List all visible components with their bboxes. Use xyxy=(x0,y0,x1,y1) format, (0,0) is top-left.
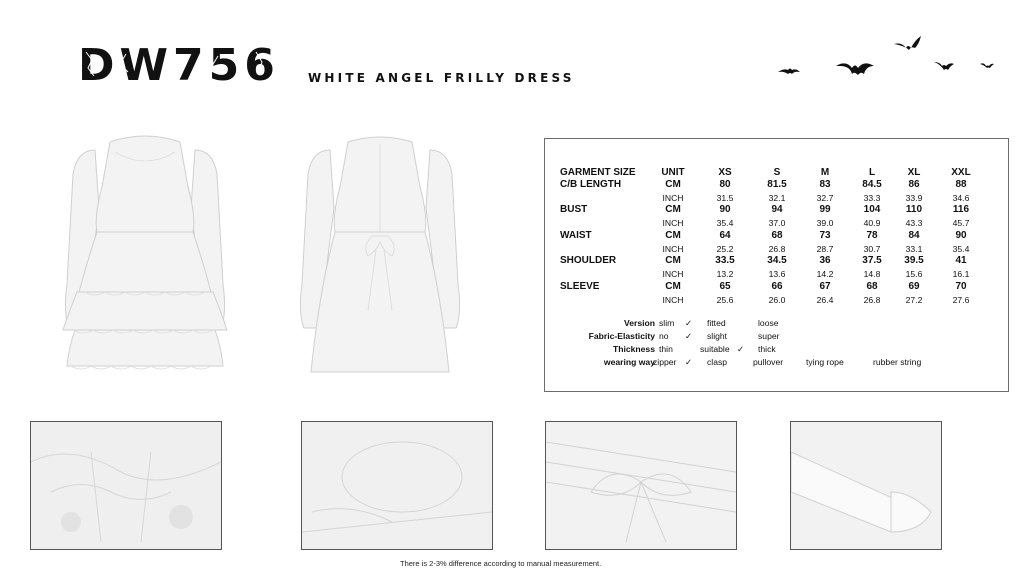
size-header-unit: UNIT xyxy=(661,167,685,178)
cell-inch: 39.0 xyxy=(816,218,834,228)
cell-inch: 28.7 xyxy=(816,244,834,254)
bat-icon xyxy=(934,62,954,70)
cell-inch: 32.7 xyxy=(816,193,834,203)
bat-icon xyxy=(778,69,800,75)
size-header-l: L xyxy=(868,167,876,178)
cell-cm: 70 xyxy=(955,281,967,292)
cell-cm: 41 xyxy=(955,255,967,266)
cell-cm: 99 xyxy=(819,204,831,215)
cell-cm: 66 xyxy=(771,281,783,292)
cell-inch: 33.9 xyxy=(905,193,923,203)
attr-option: clasp xyxy=(707,357,728,367)
row-label-waist: WAIST xyxy=(560,230,592,241)
attr-option: thick xyxy=(758,344,776,354)
cell-cm: 90 xyxy=(955,230,967,241)
attr-label-version: Version xyxy=(623,318,655,328)
attr-label-thickness: Thickness xyxy=(612,344,655,354)
cell-inch: 15.6 xyxy=(905,269,923,279)
cell-inch: 40.9 xyxy=(863,218,881,228)
cell-cm: 83 xyxy=(819,179,831,190)
cell-cm: 81.5 xyxy=(767,179,787,190)
attr-option: rubber string xyxy=(873,357,922,367)
dress-back-image xyxy=(290,132,470,382)
size-header-label: GARMENT SIZE xyxy=(560,167,636,178)
attr-option: fitted xyxy=(707,318,726,328)
cell-inch: 26.0 xyxy=(768,295,786,305)
inch-unit: INCH xyxy=(662,269,684,279)
attr-label-fabric-elasticity: Fabric-Elasticity xyxy=(588,331,655,341)
cell-inch: 37.0 xyxy=(768,218,786,228)
cell-inch: 26.8 xyxy=(768,244,786,254)
cm-unit: CM xyxy=(665,255,681,266)
size-header-xs: XS xyxy=(718,167,732,178)
attr-option: loose xyxy=(758,318,779,328)
detail-photo-sleeve-puff xyxy=(301,421,493,550)
cell-cm: 94 xyxy=(771,204,783,215)
cell-inch: 35.4 xyxy=(952,244,970,254)
row-label-bust: BUST xyxy=(560,204,588,215)
attr-option: thin xyxy=(659,344,673,354)
cell-inch: 16.1 xyxy=(952,269,970,279)
cell-cm: 78 xyxy=(866,230,878,241)
row-label-cb-length: C/B LENGTH xyxy=(560,179,622,190)
cell-cm: 110 xyxy=(905,204,923,215)
cell-cm: 84.5 xyxy=(862,179,882,190)
attr-option: tying rope xyxy=(806,357,844,367)
detail-photo-collar xyxy=(30,421,222,550)
cell-inch: 27.2 xyxy=(905,295,923,305)
bat-icon xyxy=(980,63,994,68)
inch-unit: INCH xyxy=(662,244,684,254)
cell-cm: 39.5 xyxy=(904,255,924,266)
bat-icon xyxy=(836,63,874,75)
cell-cm: 37.5 xyxy=(862,255,882,266)
check-mark: ✓ xyxy=(685,331,693,341)
cell-inch: 33.1 xyxy=(905,244,923,254)
cell-inch: 14.2 xyxy=(816,269,834,279)
cell-cm: 116 xyxy=(952,204,970,215)
product-code: DW756 xyxy=(78,40,280,91)
attr-option: super xyxy=(758,331,780,341)
cell-cm: 68 xyxy=(771,230,783,241)
measurement-footnote: There is 2-3% difference according to manual measurement. xyxy=(400,559,602,568)
cell-inch: 26.4 xyxy=(816,295,834,305)
cell-inch: 25.6 xyxy=(716,295,734,305)
cell-cm: 104 xyxy=(863,204,881,215)
cell-inch: 25.2 xyxy=(716,244,734,254)
row-label-sleeve: SLEEVE xyxy=(560,281,600,292)
bats-decoration xyxy=(770,30,1000,90)
cell-inch: 13.6 xyxy=(768,269,786,279)
cell-inch: 13.2 xyxy=(716,269,734,279)
cm-unit: CM xyxy=(665,230,681,241)
cell-inch: 34.6 xyxy=(952,193,970,203)
cell-cm: 80 xyxy=(719,179,731,190)
cell-cm: 86 xyxy=(908,179,920,190)
size-header-s: S xyxy=(773,167,781,178)
size-header-m: M xyxy=(820,167,830,178)
cell-inch: 30.7 xyxy=(863,244,881,254)
cell-cm: 68 xyxy=(866,281,878,292)
inch-unit: INCH xyxy=(662,218,684,228)
inch-unit: INCH xyxy=(662,295,684,305)
cell-inch: 14.8 xyxy=(863,269,881,279)
cm-unit: CM xyxy=(665,179,681,190)
cell-cm: 84 xyxy=(908,230,920,241)
attr-option: pullover xyxy=(753,357,784,367)
cell-inch: 27.6 xyxy=(952,295,970,305)
cell-cm: 65 xyxy=(719,281,731,292)
row-label-shoulder: SHOULDER xyxy=(560,255,617,266)
cell-cm: 36 xyxy=(819,255,831,266)
cell-cm: 90 xyxy=(719,204,731,215)
attr-option: zipper xyxy=(653,357,677,367)
attr-option: slim xyxy=(659,318,675,328)
cell-cm: 67 xyxy=(819,281,831,292)
cell-cm: 69 xyxy=(908,281,920,292)
cell-inch: 31.5 xyxy=(716,193,734,203)
check-mark: ✓ xyxy=(685,318,693,328)
size-chart xyxy=(544,138,1009,392)
attr-option: slight xyxy=(707,331,728,341)
size-header-xl: XL xyxy=(907,167,921,178)
size-header-xxl: XXL xyxy=(951,167,971,178)
inch-unit: INCH xyxy=(662,193,684,203)
attr-label-wearing-way: wearing way xyxy=(603,357,655,367)
cell-cm: 64 xyxy=(719,230,731,241)
check-mark: ✓ xyxy=(737,344,745,354)
cm-unit: CM xyxy=(665,204,681,215)
cell-inch: 35.4 xyxy=(716,218,734,228)
cell-inch: 32.1 xyxy=(768,193,786,203)
detail-photo-cuff xyxy=(790,421,942,550)
cm-unit: CM xyxy=(665,281,681,292)
cell-cm: 34.5 xyxy=(767,255,787,266)
cell-cm: 88 xyxy=(955,179,967,190)
bat-icon xyxy=(894,36,921,50)
cell-cm: 33.5 xyxy=(715,255,735,266)
cell-inch: 43.3 xyxy=(905,218,923,228)
check-mark: ✓ xyxy=(685,357,693,367)
product-name: WHITE ANGEL FRILLY DRESS xyxy=(308,71,575,85)
attr-option: no xyxy=(659,331,669,341)
dress-front-image xyxy=(55,132,235,382)
cell-inch: 45.7 xyxy=(952,218,970,228)
attr-option: suitable xyxy=(700,344,730,354)
detail-photo-back-bow xyxy=(545,421,737,550)
cell-cm: 73 xyxy=(819,230,831,241)
cell-inch: 33.3 xyxy=(863,193,881,203)
cell-inch: 26.8 xyxy=(863,295,881,305)
